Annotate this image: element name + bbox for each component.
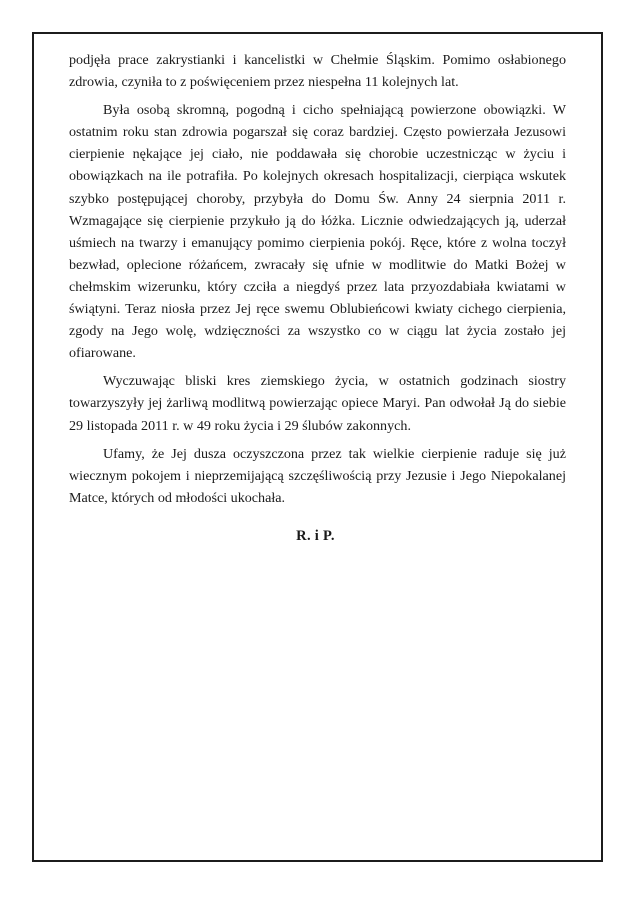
closing-rip: R. i P. [296,528,335,544]
paragraph-continuation: podjęła prace zakrystianki i kancelistki w Chełmie Śląskim. Pomimo osłabionego zdrowia, czyniła to z poświęceniem przez niespełna 11 kolejnych lat. [69,52,566,91]
paragraph-prayer-of-hope: Ufamy, że Jej dusza oczyszczona przez tak wielkie cierpienie raduje się już wiecznym pokojem i nieprzemijającą szczęśliwością przy Jezusie i Jego Niepokalanej Matce, których od młodości ukochała. [69,445,566,506]
paragraph-final-hours: Wyczuwając bliski kres ziemskiego życia, w ostatnich godzinach siostry towarzyszyły jej żarliwą modlitwą powierzając opiece Maryi. Pan odwołał Ją do siebie 29 listopada 2011 r. w 49 roku życia i 29 ślubów zakonnych. [69,373,566,434]
document-body [69,49,566,509]
paragraph-character-and-illness: Była osobą skromną, pogodną i cicho spełniającą powierzone obowiązki. W ostatnim roku stan zdrowia pogarszał się coraz bardziej. Często powierzała Jezusowi cierpienie nękające jej ciało, nie poddawała się chorobie uczestnicząc w życiu i obowiązkach na ile potrafiła. Po kolejnych okresach hospitalizacji, cierpiąca wskutek szybko postępującej choroby, przybyła do Domu Św. Anny 24 sierpnia 2011 r. Wzmagające się cierpienie przykuło ją do łóżka. Licznie odwiedzających ją, uderzał uśmiech na twarzy i emanujący pomimo cierpienia pokój. Ręce, które z wolna toczył bezwład, oplecione różańcem, zwracały się ufnie w modlitwie do Matki Bożej w chełmskim wizerunku, który czciła a niegdyś przez lata przyozdabiała kwiatami w świątyni. Teraz niosła przez Jej ręce swemu Oblubieńcowi kwiaty cichego cierpienia, zgody na Jego wolę, wdzięczności za wszystko co w ciągu lat życia zostało jej ofiarowane. [69,102,566,362]
